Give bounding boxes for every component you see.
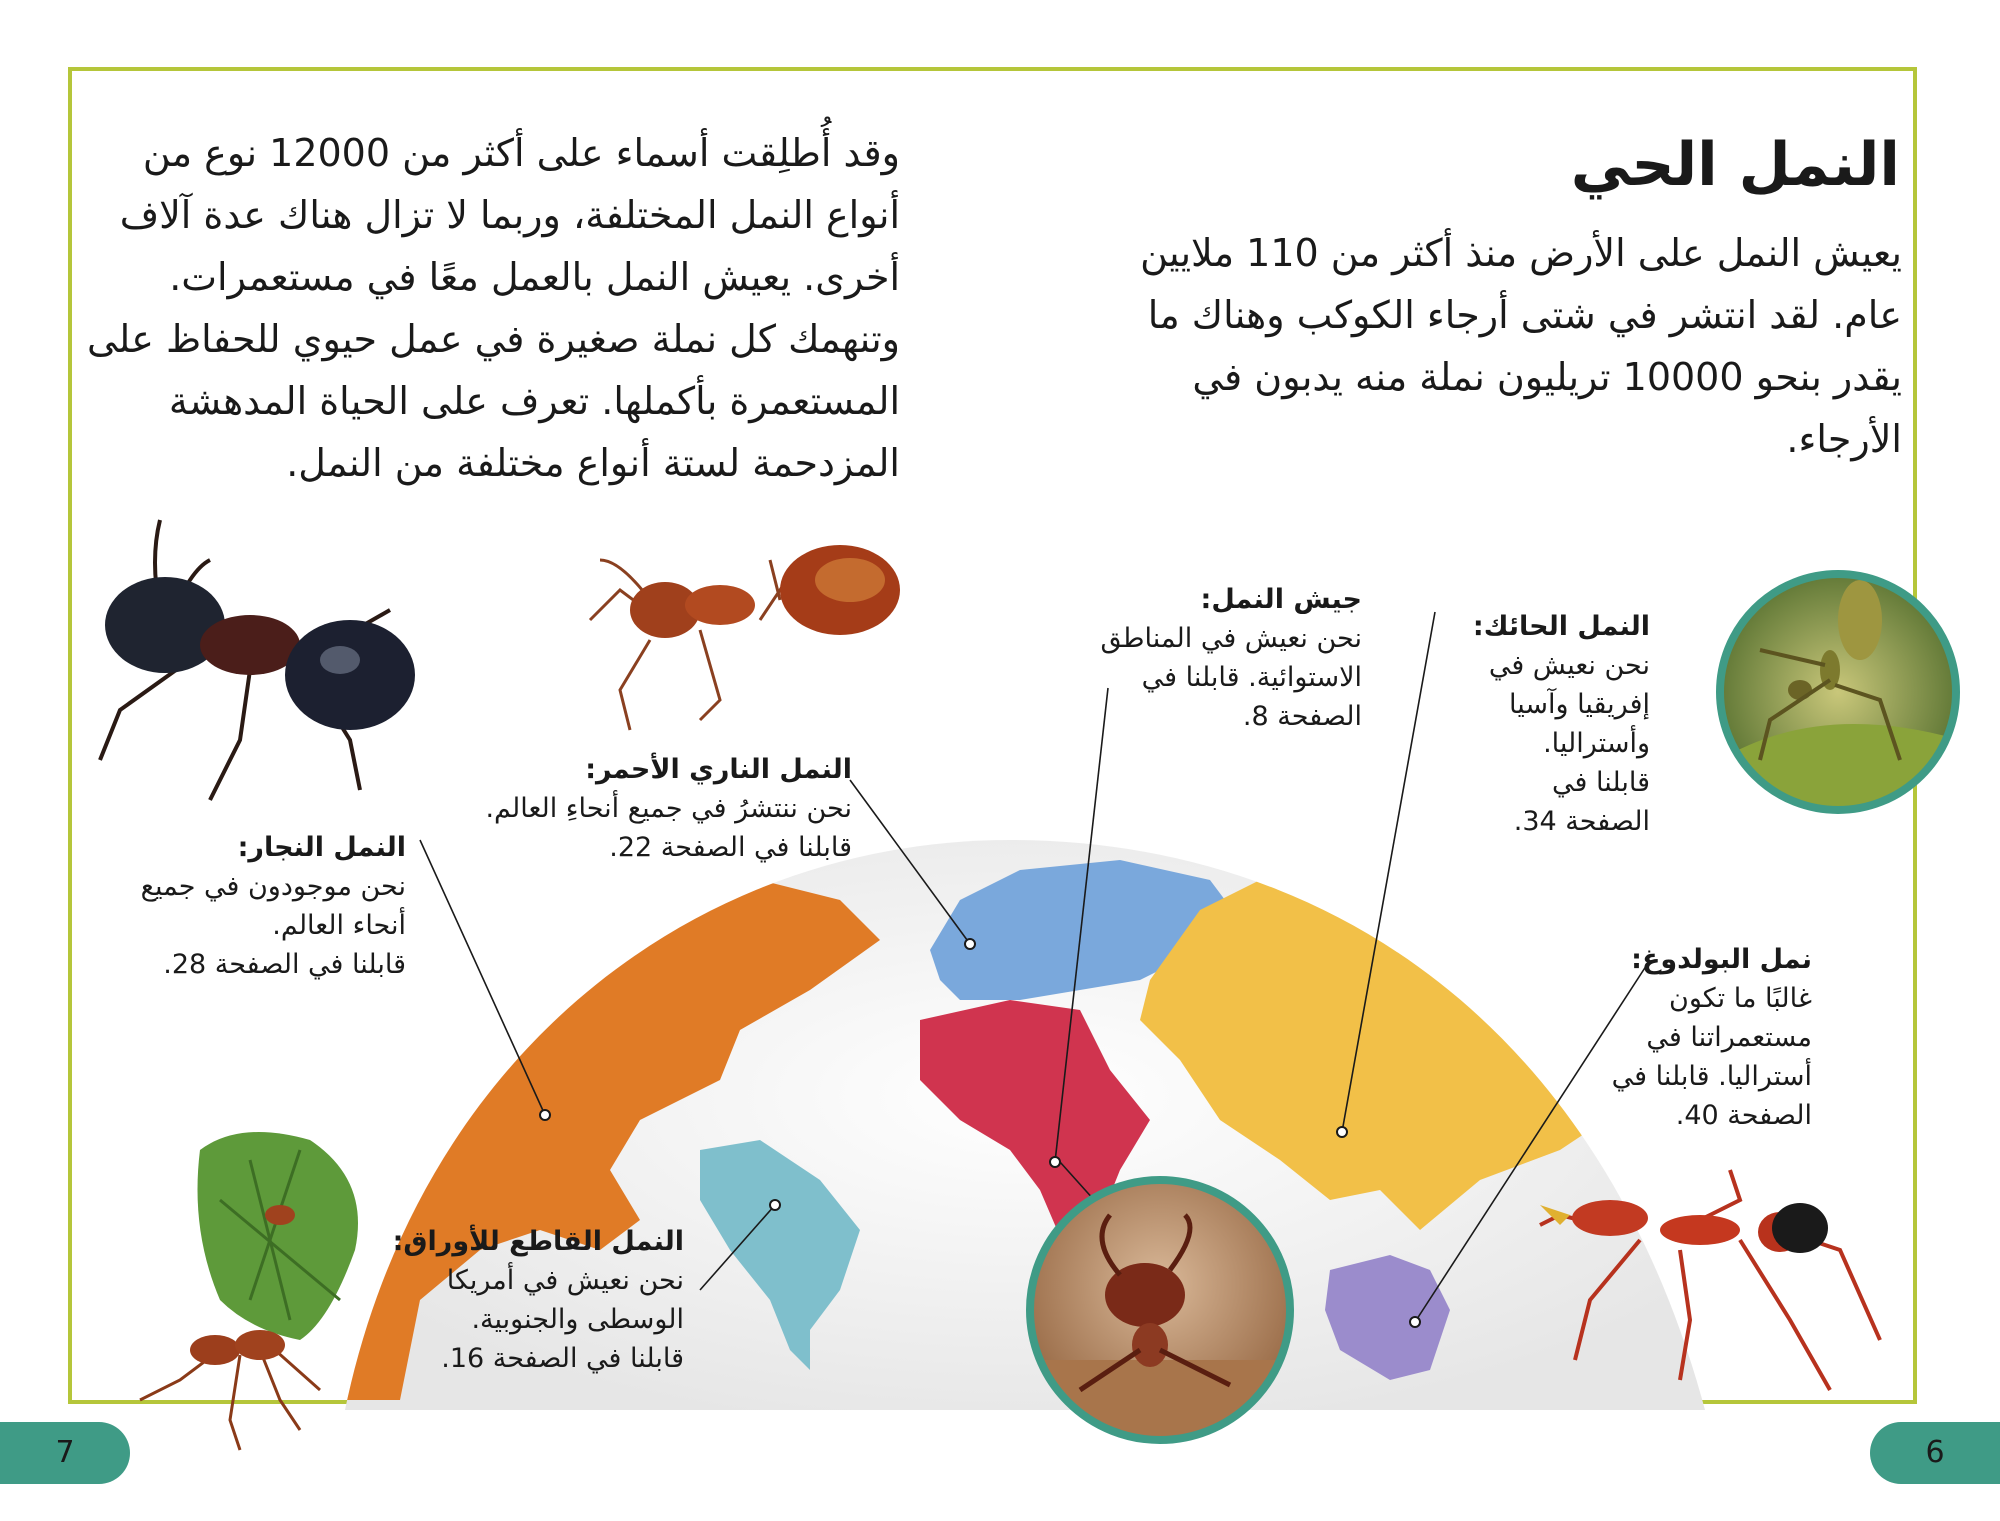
army-ant-line: الصفحة 8. [1242,701,1362,732]
leafcutter-ant-line: قابلنا في الصفحة 16. [441,1343,684,1374]
page-number-left: 7 [0,1422,130,1484]
weaver-ant-line: وأستراليا. [1543,728,1650,759]
fire-ant-name: النمل الناري الأحمر: [585,754,852,785]
bulldog-ant-line: أستراليا. قابلنا في [1611,1061,1812,1092]
leafcutter-ant-name: النمل القاطع للأوراق: [392,1226,684,1257]
army-ant-label [1101,580,1362,736]
bulldog-ant-name: نمل البولدوغ: [1631,944,1812,975]
bulldog-ant-label [1612,940,1812,1135]
leafcutter-ant-line: نحن نعيش في أمريكا [446,1265,684,1296]
carpenter-ant-line: قابلنا في الصفحة 28. [163,949,406,980]
army-ant-line: الاستوائية. قابلنا في [1141,662,1362,693]
fire-ant-photo [590,545,900,730]
body-paragraph: وقد أُطلِقت أسماء على أكثر من 12000 نوع من أنواع النمل المختلفة، وربما لا تزال هناك عدة آلاف أخرى. يعيش النمل بالعمل معًا في مستعمرات. وتنهمك كل نملة صغيرة في عمل حيوي للحفاظ على المستعمرة بأكملها. تعرف على الحياة المدهشة المزدحمة لستة أنواع مختلفة من النمل. [87,131,900,485]
weaver-ant-line: الصفحة 34. [1513,806,1650,837]
carpenter-ant-label [141,828,406,984]
leafcutter-ant-photo [140,1132,358,1450]
fire-ant-line: نحن ننتشرُ في جميع أنحاءِ العالم. [485,793,852,824]
army-ant-line: نحن نعيش في المناطق [1100,623,1362,654]
leafcutter-ant-line: الوسطى والجنوبية. [471,1304,684,1335]
weaver-ant-photo [1720,574,1960,820]
weaver-ant-line: إفريقيا وآسيا [1509,689,1650,720]
weaver-ant-line: نحن نعيش في [1488,650,1650,681]
weaver-ant-name: النمل الحائك: [1472,611,1650,642]
leafcutter-ant-label [393,1222,684,1378]
bulldog-ant-line: الصفحة 40. [1675,1100,1812,1131]
intro-paragraph: يعيش النمل على الأرض منذ أكثر من 110 ملايين عام. لقد انتشر في شتى أرجاء الكوكب وهناك ما يقدر بنحو 10000 تريليون نملة منه يدبون في الأرجاء. [1140,231,1902,461]
fire-ant-line: قابلنا في الصفحة 22. [609,832,852,863]
carpenter-ant-line: نحن موجودون في جميع [140,871,406,902]
page-number-right: 6 [1870,1422,2000,1484]
fire-ant-label [485,750,852,867]
weaver-ant-label [1473,607,1650,841]
carpenter-ant-name: النمل النجار: [237,832,406,863]
carpenter-ant-photo [100,520,415,800]
weaver-ant-line: قابلنا في [1552,767,1650,798]
bulldog-ant-line: مستعمراتنا في [1646,1022,1812,1053]
army-ant-name: جيش النمل: [1200,584,1362,615]
carpenter-ant-line: أنحاء العالم. [272,910,406,941]
bulldog-ant-line: غالبًا ما تكون [1668,983,1812,1014]
page-title: النمل الحي [1570,130,1900,200]
